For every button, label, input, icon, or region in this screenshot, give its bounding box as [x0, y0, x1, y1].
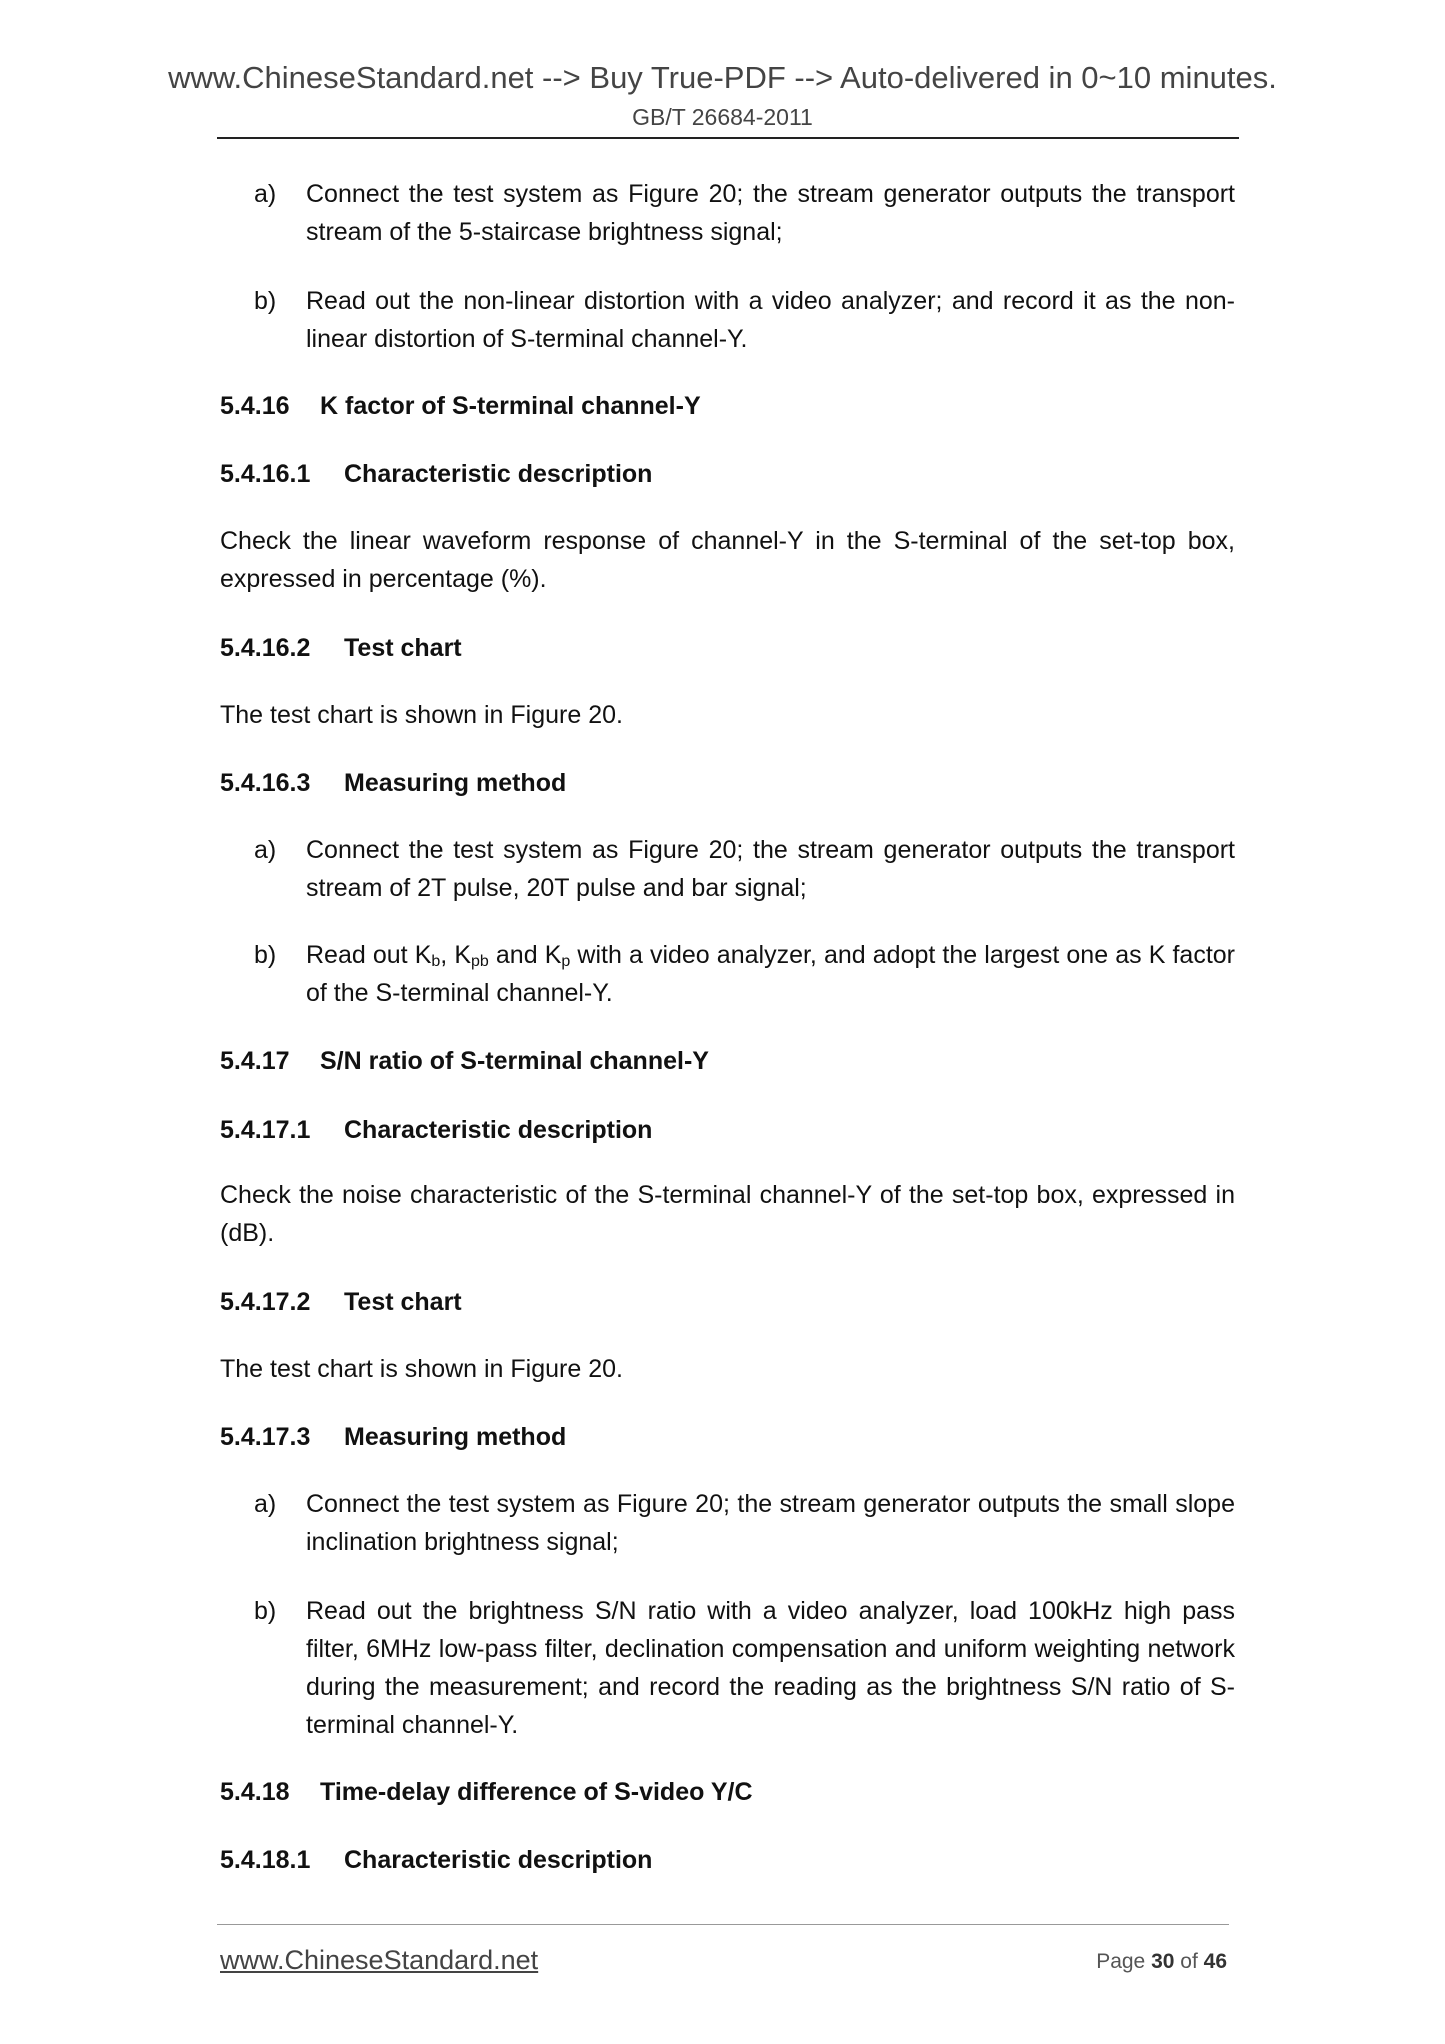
footer-link[interactable]: www.ChineseStandard.net — [220, 1945, 539, 1975]
section-title: Test chart — [344, 1288, 462, 1316]
footer-rule — [217, 1924, 1229, 1925]
section-title: Measuring method — [344, 1423, 567, 1451]
section-number: 5.4.16 — [220, 392, 290, 420]
subscript: p — [561, 953, 571, 970]
list-marker: b) — [254, 287, 277, 315]
subscript: pb — [471, 953, 489, 970]
list-text: Read out the brightness S/N ratio with a video analyzer, load 100kHz high pass filter, 6MHz low-pass filter, declination compensation and uniform weighting network during the measurement; and record the reading as the brightness S/N ratio of S-terminal channel-Y. — [306, 1597, 1235, 1739]
list-item — [254, 831, 1235, 907]
paragraph: Check the noise characteristic of the S-terminal channel-Y of the set-top box, expressed in (dB). — [220, 1181, 1235, 1247]
list-text: Connect the test system as Figure 20; the stream generator outputs the transport stream of 2T pulse, 20T pulse and bar signal; — [306, 836, 1235, 902]
standard-number: GB/T 26684-2011 — [632, 104, 813, 130]
section-number: 5.4.18 — [220, 1778, 290, 1806]
section-heading — [220, 1841, 652, 1879]
text-run: Read out K — [306, 941, 432, 969]
text-run: , K — [440, 941, 472, 969]
list-marker: b) — [254, 1597, 277, 1625]
section-number: 5.4.16.1 — [220, 460, 311, 488]
page-word: Page — [1096, 1950, 1146, 1973]
section-number: 5.4.16.2 — [220, 634, 311, 662]
list-marker: a) — [254, 836, 277, 864]
page-indicator — [1096, 1950, 1227, 1974]
list-text: Read out the non-linear distortion with a video analyzer; and record it as the non-linear distortion of S-terminal channel-Y. — [306, 287, 1235, 353]
paragraph: The test chart is shown in Figure 20. — [220, 701, 623, 729]
header-banner: www.ChineseStandard.net --> Buy True-PDF --> Auto-delivered in 0~10 minutes. — [168, 60, 1277, 95]
section-title: K factor of S-terminal channel-Y — [320, 392, 701, 420]
section-title: S/N ratio of S-terminal channel-Y — [320, 1047, 709, 1075]
section-heading — [220, 764, 566, 802]
section-number: 5.4.16.3 — [220, 769, 311, 797]
section-heading — [220, 1773, 753, 1811]
of-word: of — [1180, 1950, 1198, 1973]
section-heading — [220, 455, 652, 493]
list-marker: b) — [254, 941, 277, 969]
paragraph: The test chart is shown in Figure 20. — [220, 1355, 623, 1383]
list-marker: a) — [254, 180, 277, 208]
section-number: 5.4.17.1 — [220, 1116, 311, 1144]
subscript: b — [431, 953, 441, 970]
list-text — [306, 936, 1235, 1012]
section-title: Characteristic description — [344, 460, 653, 488]
section-heading — [220, 629, 462, 667]
section-number: 5.4.17 — [220, 1047, 290, 1075]
section-number: 5.4.17.2 — [220, 1288, 311, 1316]
page-total: 46 — [1203, 1950, 1227, 1973]
page-current: 30 — [1151, 1950, 1175, 1973]
section-number: 5.4.17.3 — [220, 1423, 311, 1451]
list-item — [254, 1592, 1235, 1744]
section-heading — [220, 1111, 652, 1149]
list-item — [254, 936, 1235, 1012]
paragraph: Check the linear waveform response of channel-Y in the S-terminal of the set-top box, expressed in percentage (%). — [220, 527, 1235, 593]
section-title: Test chart — [344, 634, 462, 662]
list-text: Connect the test system as Figure 20; the stream generator outputs the small slope inclination brightness signal; — [306, 1490, 1235, 1556]
section-heading — [220, 1283, 462, 1321]
section-title: Measuring method — [344, 769, 567, 797]
list-item — [254, 1485, 1235, 1561]
section-heading — [220, 1042, 709, 1080]
list-marker: a) — [254, 1490, 277, 1518]
section-title: Characteristic description — [344, 1116, 653, 1144]
list-item — [254, 175, 1235, 251]
text-run: with a video analyzer, and adopt the largest one as K factor of the S-terminal channel-Y. — [306, 941, 1235, 1007]
list-item — [254, 282, 1235, 358]
section-number: 5.4.18.1 — [220, 1846, 311, 1874]
text-run: and K — [488, 941, 562, 969]
header-rule — [217, 137, 1239, 139]
section-title: Time-delay difference of S-video Y/C — [320, 1778, 753, 1806]
list-text: Connect the test system as Figure 20; the stream generator outputs the transport stream of the 5-staircase brightness signal; — [306, 180, 1235, 246]
section-heading — [220, 387, 701, 425]
section-heading — [220, 1418, 566, 1456]
section-title: Characteristic description — [344, 1846, 653, 1874]
